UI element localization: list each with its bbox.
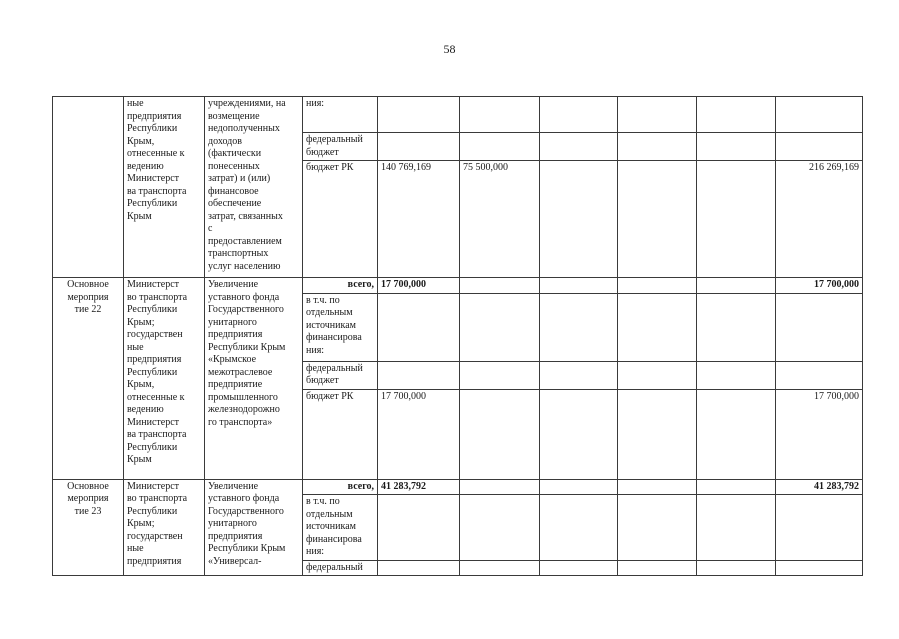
source-cell: бюджет РК bbox=[303, 389, 378, 479]
value-cell bbox=[540, 495, 618, 561]
value-cell bbox=[460, 361, 540, 389]
value-cell bbox=[540, 278, 618, 294]
value-cell bbox=[618, 278, 697, 294]
value-cell bbox=[378, 133, 460, 161]
description-cell: Увеличение уставного фонда Государственного унитарного предприятия Республики Крым «Крымское межотраслевое предприятие промышленного железнодорожно го транспорта» bbox=[205, 278, 303, 480]
value-cell bbox=[460, 133, 540, 161]
source-cell: ния: bbox=[303, 97, 378, 133]
value-cell bbox=[618, 479, 697, 495]
value-cell bbox=[697, 278, 776, 294]
value-cell bbox=[618, 389, 697, 479]
value-cell bbox=[540, 133, 618, 161]
value-cell bbox=[460, 389, 540, 479]
value-cell bbox=[618, 495, 697, 561]
total-cell bbox=[776, 133, 863, 161]
value-cell bbox=[540, 361, 618, 389]
value-cell bbox=[618, 560, 697, 576]
total-cell bbox=[776, 560, 863, 576]
total-cell: 17 700,000 bbox=[776, 389, 863, 479]
value-cell bbox=[697, 133, 776, 161]
measure-name-cell: Основное мероприя тие 22 bbox=[53, 278, 124, 480]
value-cell bbox=[618, 97, 697, 133]
value-cell bbox=[618, 361, 697, 389]
value-cell bbox=[378, 361, 460, 389]
value-cell bbox=[378, 293, 460, 361]
value-cell: 17 700,000 bbox=[378, 389, 460, 479]
value-cell bbox=[378, 97, 460, 133]
value-cell: 140 769,169 bbox=[378, 161, 460, 278]
total-cell: 216 269,169 bbox=[776, 161, 863, 278]
source-cell: федеральный bbox=[303, 560, 378, 576]
value-cell bbox=[540, 560, 618, 576]
value-cell bbox=[540, 293, 618, 361]
source-cell: федеральный бюджет bbox=[303, 133, 378, 161]
value-cell bbox=[378, 495, 460, 561]
value-cell bbox=[697, 293, 776, 361]
source-cell: всего, bbox=[303, 479, 378, 495]
total-cell: 41 283,792 bbox=[776, 479, 863, 495]
value-cell bbox=[378, 560, 460, 576]
source-cell: всего, bbox=[303, 278, 378, 294]
value-cell bbox=[540, 97, 618, 133]
measure-name-cell: Основное мероприя тие 23 bbox=[53, 479, 124, 576]
description-cell: Увеличение уставного фонда Государственного унитарного предприятия Республики Крым «Универсал- bbox=[205, 479, 303, 576]
budget-table bbox=[52, 96, 863, 576]
value-cell bbox=[697, 495, 776, 561]
total-cell bbox=[776, 293, 863, 361]
page-number: 58 bbox=[443, 42, 456, 56]
description-cell: учреждениями, на возмещение недополученных доходов (фактически понесенных затрат) и (или) финансовое обеспечение затрат, связанных с предоставлением транспортных услуг населению bbox=[205, 97, 303, 278]
value-cell bbox=[540, 389, 618, 479]
value-cell: 17 700,000 bbox=[378, 278, 460, 294]
value-cell bbox=[460, 293, 540, 361]
executor-cell: Министерст во транспорта Республики Крым; государствен ные предприятия bbox=[124, 479, 205, 576]
value-cell bbox=[697, 161, 776, 278]
total-cell bbox=[776, 361, 863, 389]
value-cell: 75 500,000 bbox=[460, 161, 540, 278]
source-cell: в т.ч. по отдельным источникам финансирова ния: bbox=[303, 293, 378, 361]
value-cell bbox=[460, 495, 540, 561]
value-cell bbox=[460, 97, 540, 133]
value-cell bbox=[540, 479, 618, 495]
value-cell bbox=[460, 278, 540, 294]
source-cell: федеральный бюджет bbox=[303, 361, 378, 389]
table-row bbox=[53, 479, 863, 495]
value-cell bbox=[697, 97, 776, 133]
total-cell bbox=[776, 495, 863, 561]
value-cell: 41 283,792 bbox=[378, 479, 460, 495]
total-cell: 17 700,000 bbox=[776, 278, 863, 294]
executor-cell: ные предприятия Республики Крым, отнесенные к ведению Министерст ва транспорта Республики Крым bbox=[124, 97, 205, 278]
value-cell bbox=[697, 560, 776, 576]
value-cell bbox=[460, 560, 540, 576]
value-cell bbox=[618, 133, 697, 161]
value-cell bbox=[697, 479, 776, 495]
table-row bbox=[53, 97, 863, 133]
value-cell bbox=[697, 361, 776, 389]
value-cell bbox=[697, 389, 776, 479]
executor-cell: Министерст во транспорта Республики Крым; государствен ные предприятия Республики Крым, отнесенные к ведению Министерст ва транспорта Республики Крым bbox=[124, 278, 205, 480]
total-cell bbox=[776, 97, 863, 133]
value-cell bbox=[618, 293, 697, 361]
measure-name-cell bbox=[53, 97, 124, 278]
value-cell bbox=[460, 479, 540, 495]
source-cell: бюджет РК bbox=[303, 161, 378, 278]
value-cell bbox=[618, 161, 697, 278]
source-cell: в т.ч. по отдельным источникам финансирова ния: bbox=[303, 495, 378, 561]
value-cell bbox=[540, 161, 618, 278]
table-row bbox=[53, 278, 863, 294]
